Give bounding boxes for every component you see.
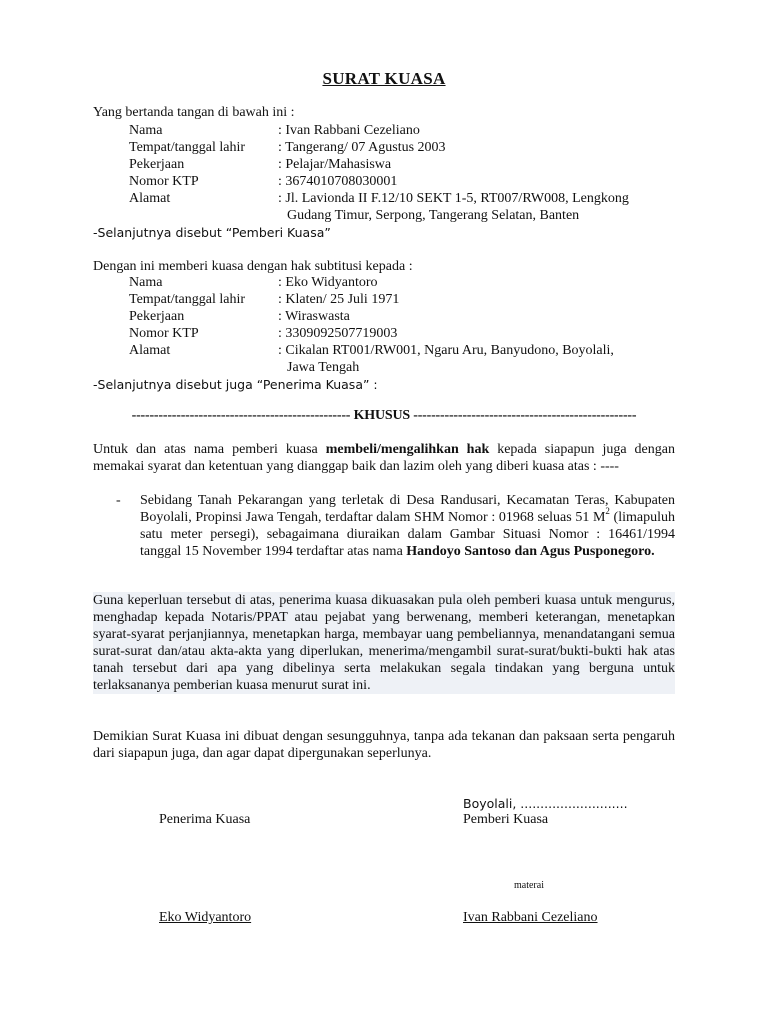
bullet-dash: - — [116, 493, 121, 508]
field-value: : Cikalan RT001/RW001, Ngaru Aru, Banyudono, Boyolali, — [278, 343, 614, 358]
field-value: : 3309092507719003 — [278, 326, 398, 341]
paragraph-bold-text: membeli/mengalihkan hak — [325, 442, 490, 457]
field-label: Nomor KTP — [129, 174, 199, 189]
field-label: Nama — [129, 123, 163, 138]
field-value: : Ivan Rabbani Cezeliano — [278, 123, 420, 138]
field-label: Alamat — [129, 191, 171, 206]
field-value: : Eko Widyantoro — [278, 275, 378, 290]
paragraph-purpose: Guna keperluan tersebut di atas, penerima kuasa dikuasakan pula oleh pemberi kuasa untuk mengurus, menghadap kepada Notaris/PPAT atau pejabat yang berwenang, memberi keterangan, menetapkan syarat-syarat perjanjiannya, menetapkan harga, membayar uang pembeliannya, menandatangani semua surat-surat dan/atau akta-akta yang diperlukan, menerima/mengambil surat-surat/bukti-bukti hak atas tanah tersebut dari apa yang dibelinya serta melakukan segala tindakan yang berguna untuk terlaksananya pemberian kuasa menurut surat ini. — [93, 593, 675, 693]
owner-names: Handoyo Santoso dan Agus Pusponegoro. — [406, 544, 655, 559]
field-label: Tempat/tanggal lahir — [129, 292, 246, 307]
grantee-note: -Selanjutnya disebut juga “Penerima Kuasa” : — [93, 377, 378, 392]
field-value: Jawa Tengah — [287, 360, 360, 375]
document-title: SURAT KUASA — [322, 69, 446, 88]
paragraph-text: (limapuluh satu meter persegi), sebagaimana diuraikan dalam Gambar Situasi Nomor : 16461/1994 tanggal 15 November 1994 terdaftar atas nama — [140, 510, 675, 559]
paragraph-text: Untuk dan atas nama pemberi kuasa — [93, 442, 326, 457]
field-value: : 3674010708030001 — [278, 174, 398, 189]
field-value: : Klaten/ 25 Juli 1971 — [278, 292, 400, 307]
superscript: 2 — [605, 506, 610, 517]
intro-text: Yang bertanda tangan di bawah ini : — [93, 105, 295, 120]
field-label: Pekerjaan — [129, 157, 185, 172]
field-value: : Tangerang/ 07 Agustus 2003 — [278, 140, 446, 155]
paragraph-text: Sebidang Tanah Pekarangan yang terletak di Desa Randusari, Kecamatan Teras, Kabupaten Boyolali, Propinsi Jawa Tengah, terdaftar dalam SHM Nomor : 01968 seluas 51 M — [140, 493, 675, 525]
field-value: : Pelajar/Mahasiswa — [278, 157, 392, 172]
grantor-note: -Selanjutnya disebut “Pemberi Kuasa” — [93, 225, 331, 240]
receiver-signature-name: Eko Widyantoro — [159, 910, 252, 925]
paragraph-authority — [93, 441, 675, 475]
special-heading: ------------------------------------------------- KHUSUS -------------------------------------------------- — [131, 408, 637, 423]
giver-label: Pemberi Kuasa — [463, 812, 549, 827]
field-label: Tempat/tanggal lahir — [129, 140, 246, 155]
field-label: Alamat — [129, 343, 171, 358]
delegation-intro: Dengan ini memberi kuasa dengan hak subtitusi kepada : — [93, 259, 413, 274]
field-value: Gudang Timur, Serpong, Tangerang Selatan, Banten — [287, 208, 580, 223]
receiver-label: Penerima Kuasa — [159, 812, 251, 827]
paragraph-text: kepada siapapun juga dengan memakai syarat dan ketentuan yang dianggap baik dan lazim oleh yang diberi kuasa atas : ---- — [93, 442, 675, 474]
field-value: : Wiraswasta — [278, 309, 350, 324]
land-description — [140, 492, 675, 560]
field-label: Nama — [129, 275, 163, 290]
field-label: Nomor KTP — [129, 326, 199, 341]
giver-signature-name: Ivan Rabbani Cezeliano — [463, 910, 598, 925]
stamp-label: materai — [514, 880, 544, 891]
place-date: Boyolali, ........................... — [463, 796, 628, 811]
paragraph-closing: Demikian Surat Kuasa ini dibuat dengan sesungguhnya, tanpa ada tekanan dan paksaan serta pengaruh dari siapapun juga, dan agar dapat dipergunakan seperlunya. — [93, 729, 675, 761]
field-label: Pekerjaan — [129, 309, 185, 324]
field-value: : Jl. Lavionda II F.12/10 SEKT 1-5, RT007/RW008, Lengkong — [278, 191, 629, 206]
